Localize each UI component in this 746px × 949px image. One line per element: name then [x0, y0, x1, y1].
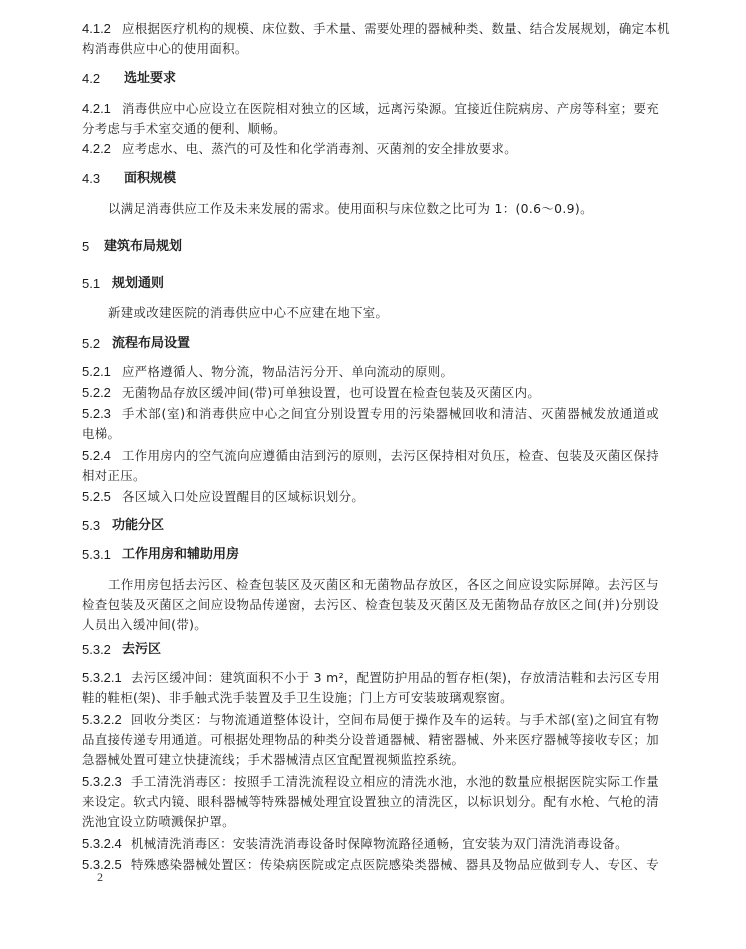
paragraph-line: 手工清洗消毒区：按照手工清洗流程设立相应的清洗水池，水池的数量应根据医院实际工作量 [131, 774, 659, 789]
section-title: 流程布局设置 [112, 336, 191, 351]
paragraph-line: 应根据医疗机构的规模、床位数、手术量、需要处理的器械种类、数量、结合发展规划，确定本机 [122, 21, 670, 36]
clause-number: 4.2.2 [82, 141, 111, 156]
clause-number: 5.3.2.4 [82, 836, 122, 851]
paragraph-line: 手术部(室)和消毒供应中心之间宜分别设置专用的污染器械回收和清洁、灭菌器械发放通道或 [122, 406, 659, 421]
clause-number: 5.2.4 [82, 448, 111, 463]
section-number: 5.3 [82, 518, 101, 533]
paragraph-line: 相对正压。 [82, 468, 146, 483]
paragraph-line: 人员出入缓冲间(带)。 [82, 617, 208, 632]
section-number: 5.1 [82, 276, 101, 291]
paragraph-line: 工作用房包括去污区、检查包装区及灭菌区和无菌物品存放区，各区之间应设实际屏障。去污区与 [108, 577, 659, 592]
subsection-number: 5.3.1 [82, 547, 111, 562]
paragraph-line: 检查包装及灭菌区之间应设物品传递窗，去污区、检查包装及灭菌区及无菌物品存放区之间(并)分别设 [82, 597, 659, 612]
paragraph-line: 洗池宜设立防喷溅保护罩。 [82, 814, 235, 829]
clause-number: 5.3.2.1 [82, 670, 122, 685]
paragraph-line: 消毒供应中心应设立在医院相对独立的区域，远离污染源。宜接近住院病房、产房等科室；要充 [122, 101, 659, 116]
paragraph-line: 应严格遵循人、物分流，物品洁污分开、单向流动的原则。 [122, 364, 454, 379]
paragraph-line: 电梯。 [82, 426, 121, 441]
clause-number: 5.2.3 [82, 406, 111, 421]
section-number: 5.2 [82, 336, 101, 351]
paragraph-line: 品直接传递专用通道。可根据处理物品的种类分设普通器械、精密器械、外来医疗器械等接收专区；加 [82, 732, 659, 747]
paragraph-line: 机械清洗消毒区：安装清洗消毒设备时保障物流路径通畅，宜安装为双门清洗消毒设备。 [131, 836, 628, 851]
paragraph-line: 工作用房内的空气流向应遵循由洁到污的原则，去污区保持相对负压，检查、包装及灭菌区保持 [122, 448, 659, 463]
chapter-number: 5 [82, 239, 90, 254]
section-title: 功能分区 [112, 518, 165, 533]
clause-number: 4.1.2 [82, 21, 111, 36]
clause-number: 5.3.2.2 [82, 712, 122, 727]
paragraph-line: 构消毒供应中心的使用面积。 [82, 41, 248, 56]
subsection-title: 工作用房和辅助用房 [122, 547, 240, 562]
clause-number: 4.2.1 [82, 101, 111, 116]
paragraph-line: 无菌物品存放区缓冲间(带)可单独设置，也可设置在检查包装及灭菌区内。 [122, 385, 541, 400]
paragraph-line: 以满足消毒供应工作及未来发展的需求。使用面积与床位数之比可为 1：(0.6～0.9)。 [108, 201, 593, 216]
section-title: 规划通则 [112, 276, 165, 291]
section-title: 选址要求 [124, 71, 177, 86]
clause-number: 5.3.2.3 [82, 774, 122, 789]
paragraph-line: 回收分类区：与物流通道整体设计，空间布局便于操作及车的运转。与手术部(室)之间宜有物 [131, 712, 659, 727]
paragraph-line: 新建或改建医院的消毒供应中心不应建在地下室。 [108, 305, 389, 320]
section-number: 4.3 [82, 171, 101, 186]
clause-number: 5.3.2.5 [82, 857, 122, 872]
paragraph-line: 急器械处置可建立快捷流线；手术器械清点区宜配置视频监控系统。 [82, 752, 465, 767]
paragraph-line: 分考虑与手术室交通的便利、顺畅。 [82, 121, 286, 136]
paragraph-line: 各区域入口处应设置醒目的区域标识划分。 [122, 489, 365, 504]
subsection-number: 5.3.2 [82, 642, 111, 657]
paragraph-line: 鞋的鞋柜(架)、非手触式洗手装置及手卫生设施；门上方可安装玻璃观察窗。 [82, 690, 513, 705]
paragraph-line: 应考虑水、电、蒸汽的可及性和化学消毒剂、灭菌剂的安全排放要求。 [122, 141, 517, 156]
clause-number: 5.2.1 [82, 364, 111, 379]
section-title: 面积规模 [124, 171, 177, 186]
page-number: 2 [97, 870, 103, 884]
subsection-title: 去污区 [122, 642, 162, 657]
section-number: 4.2 [82, 71, 101, 86]
paragraph-line: 特殊感染器械处置区：传染病医院或定点医院感染类器械、器具及物品应做到专人、专区、专 [131, 857, 659, 872]
paragraph-line: 去污区缓冲间：建筑面积不小于 3 m²，配置防护用品的暂存柜(架)，存放清洁鞋和去污区专用 [131, 670, 661, 685]
clause-number: 5.2.2 [82, 385, 111, 400]
chapter-title: 建筑布局规划 [104, 239, 183, 254]
clause-number: 5.2.5 [82, 489, 111, 504]
paragraph-line: 来设定。软式内镜、眼科器械等特殊器械处理宜设置独立的清洗区，以标识划分。配有水枪、气枪的清 [82, 794, 659, 809]
